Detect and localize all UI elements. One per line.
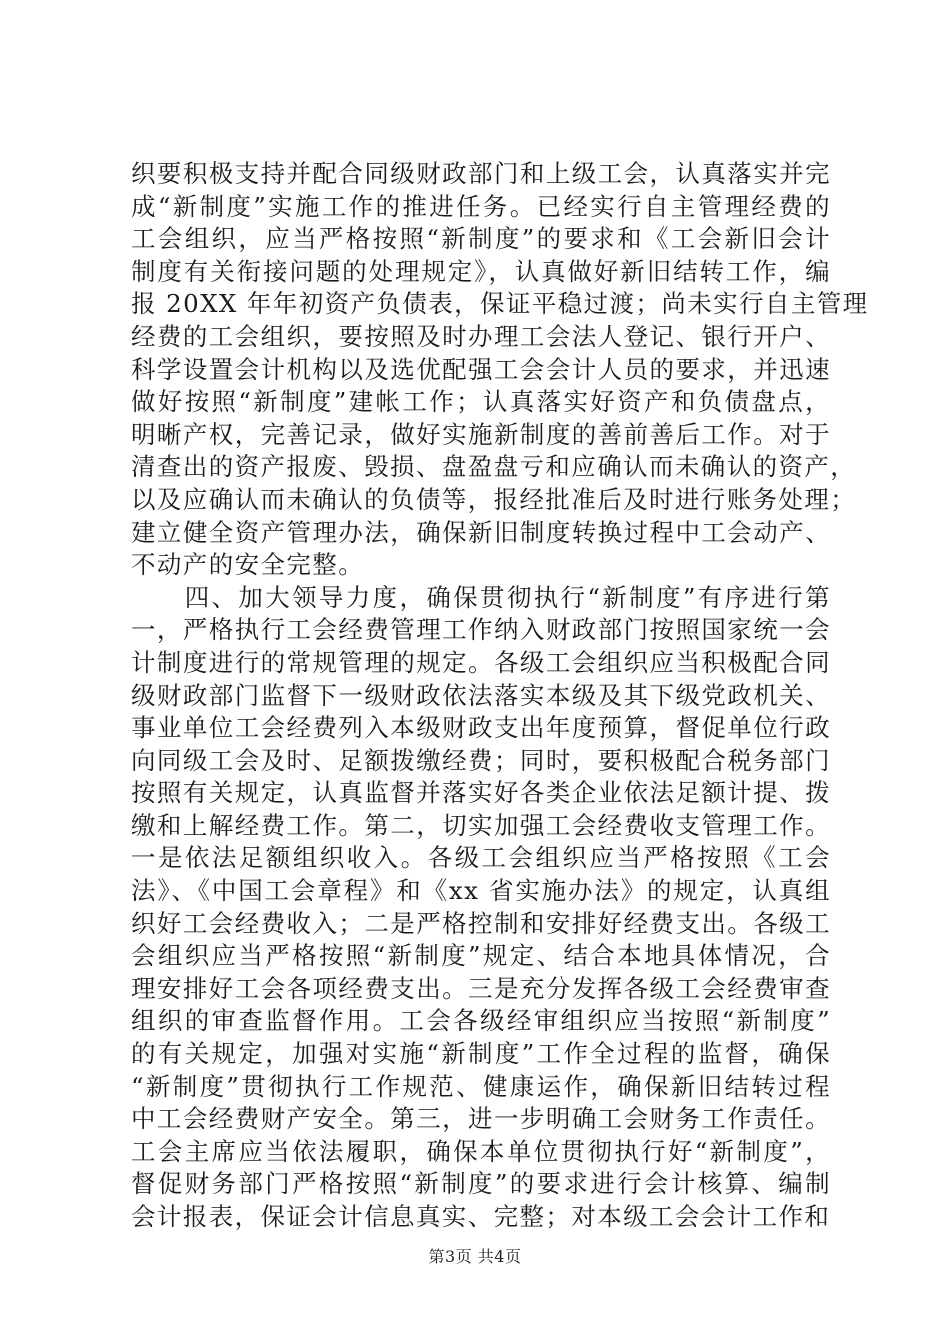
text-line: 一是依法足额组织收入。各级工会组织应当严格按照《工会 (131, 843, 831, 873)
text-line: 按照有关规定，认真监督并落实好各类企业依法足额计提、拨 (131, 778, 831, 808)
text-line: 成“新制度”实施工作的推进任务。已经实行自主管理经费的 (131, 191, 831, 221)
text-line: 法》、《中国工会章程》和《xx 省实施办法》的规定，认真组 (131, 876, 831, 906)
text-line: 向同级工会及时、足额拨缴经费；同时，要积极配合税务部门 (131, 745, 831, 775)
text-line: 织好工会经费收入；二是严格控制和安排好经费支出。各级工 (131, 908, 831, 938)
page-footer: 第3页 共4页 (428, 1247, 522, 1266)
text-line: 会计报表，保证会计信息真实、完整；对本级工会会计工作和 (131, 1202, 831, 1231)
text-line: 一，严格执行工会经费管理工作纳入财政部门按照国家统一会 (131, 615, 831, 645)
text-line: 中工会经费财产安全。第三，进一步明确工会财务工作责任。 (131, 1104, 831, 1134)
text-line: 以及应确认而未确认的负债等，报经批准后及时进行账务处理； (131, 484, 857, 514)
text-line: 事业单位工会经费列入本级财政支出年度预算，督促单位行政 (131, 713, 831, 743)
text-line: 工会组织，应当严格按照“新制度”的要求和《工会新旧会计 (131, 224, 831, 254)
text-line: 制度有关衔接问题的处理规定》，认真做好新旧结转工作，编 (131, 256, 831, 286)
text-line: 计制度进行的常规管理的规定。各级工会组织应当积极配合同 (131, 647, 831, 677)
text-line: 做好按照“新制度”建帐工作；认真落实好资产和负债盘点， (131, 387, 831, 417)
text-line: 四、加大领导力度，确保贯彻执行“新制度”有序进行第 (131, 582, 831, 612)
text-line: 级财政部门监督下一级财政依法落实本级及其下级党政机关、 (131, 680, 831, 710)
text-line: 缴和上解经费工作。第二，切实加强工会经费收支管理工作。 (131, 810, 831, 840)
text-line: 科学设置会计机构以及选优配强工会会计人员的要求，并迅速 (131, 354, 831, 384)
text-line: 不动产的安全完整。 (131, 550, 365, 580)
text-line: 明晰产权，完善记录，做好实施新制度的善前善后工作。对于 (131, 419, 831, 449)
text-line: 的有关规定，加强对实施“新制度”工作全过程的监督，确保 (131, 1039, 831, 1069)
text-line: 工会主席应当依法履职，确保本单位贯彻执行好“新制度”， (131, 1136, 831, 1166)
text-line: 会组织应当严格按照“新制度”规定、结合本地具体情况，合 (131, 941, 831, 971)
text-line: 报 20XX 年年初资产负债表，保证平稳过渡；尚未实行自主管理 (131, 289, 869, 319)
text-line: “新制度”贯彻执行工作规范、健康运作，确保新旧结转过程 (131, 1071, 831, 1101)
text-line: 督促财务部门严格按照“新制度”的要求进行会计核算、编制 (131, 1169, 831, 1199)
text-line: 组织的审查监督作用。工会各级经审组织应当按照“新制度” (131, 1006, 831, 1036)
text-line: 织要积极支持并配合同级财政部门和上级工会，认真落实并完 (131, 159, 831, 188)
text-line: 清查出的资产报废、毁损、盘盈盘亏和应确认而未确认的资产， (131, 452, 857, 482)
text-line: 理安排好工会各项经费支出。三是充分发挥各级工会经费审查 (131, 973, 831, 1003)
body-text (131, 158, 869, 1234)
text-line: 经费的工会组织，要按照及时办理工会法人登记、银行开户、 (131, 321, 831, 351)
text-line: 建立健全资产管理办法，确保新旧制度转换过程中工会动产、 (131, 517, 831, 547)
